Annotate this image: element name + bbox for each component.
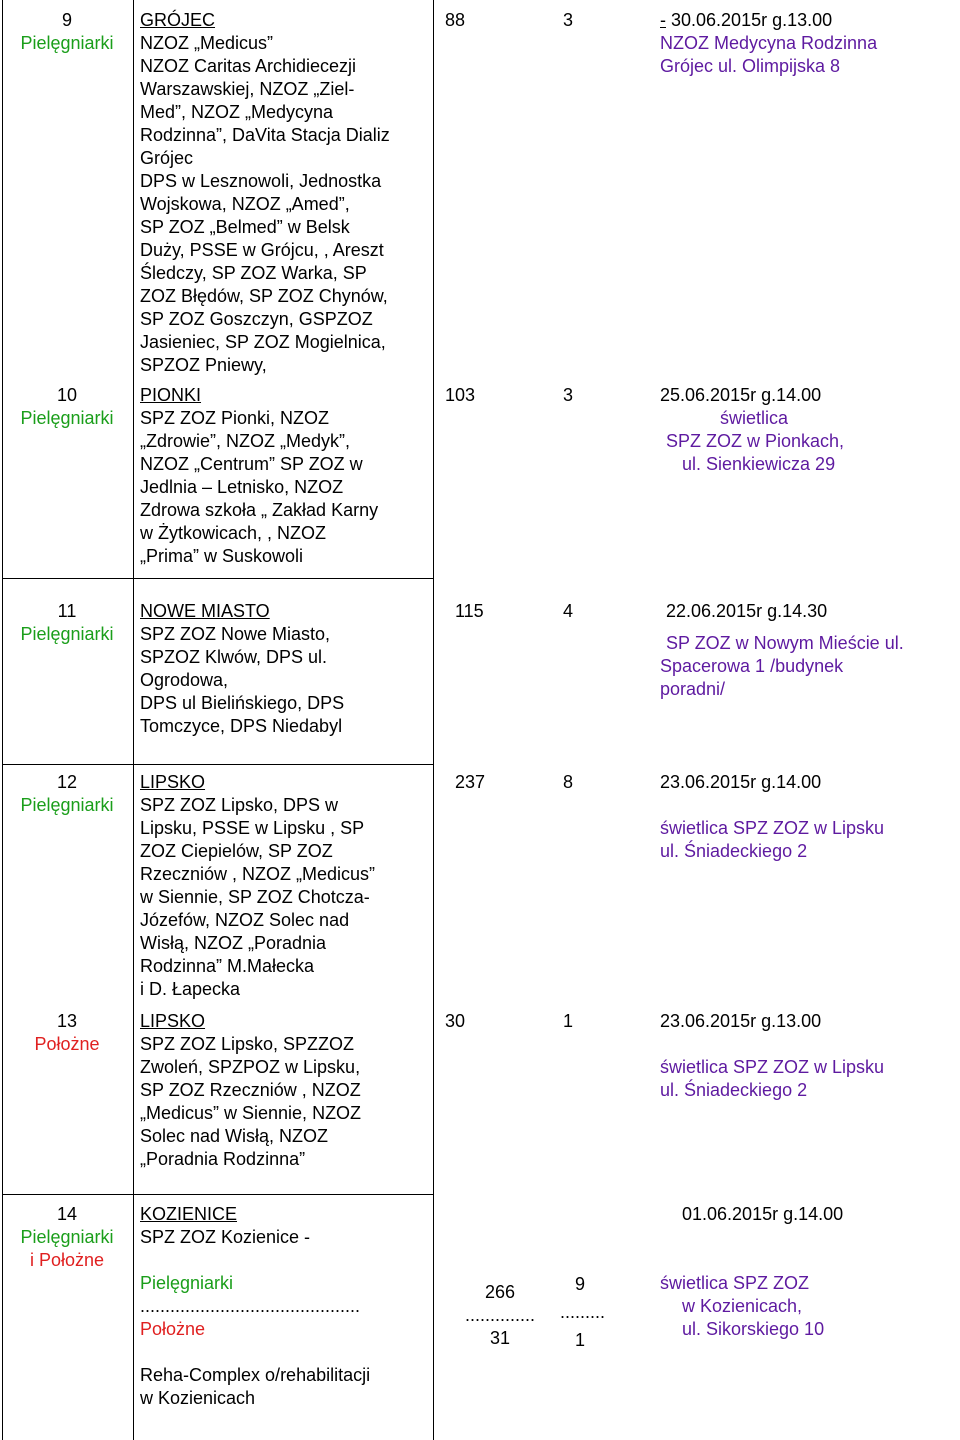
- category-label: i Położne: [29, 1250, 105, 1270]
- category-label: Pielęgniarki: [20, 408, 114, 428]
- row-separator: [2, 1194, 434, 1195]
- town-name: LIPSKO: [140, 772, 206, 792]
- table-column-divider: [133, 0, 134, 1440]
- date-venue-cell: [660, 771, 884, 863]
- row-number: 10: [56, 385, 78, 405]
- institution-line: Śledczy, SP ZOZ Warka, SP: [140, 263, 367, 283]
- date-venue-cell: [660, 9, 877, 78]
- institution-line: DPS ul Bielińskiego, DPS: [140, 693, 345, 713]
- institution-line: SPZ ZOZ Pionki, NZOZ: [140, 408, 330, 428]
- institution-line: SPZ ZOZ Lipsko, SPZZOZ: [140, 1034, 355, 1054]
- category-label: Położne: [34, 1034, 100, 1054]
- institution-line: NZOZ Caritas Archidiecezji: [140, 56, 357, 76]
- venue-line: NZOZ Medycyna Rodzinna: [660, 33, 878, 53]
- institution-line: Jasieniec, SP ZOZ Mogielnica,: [140, 332, 386, 352]
- groups-count: 9: [574, 1274, 585, 1294]
- institutions-cell: [140, 771, 375, 1001]
- institution-line: Reha-Complex o/rehabilitacji: [140, 1365, 371, 1385]
- institution-line: Jedlnia – Letnisko, NZOZ: [140, 477, 344, 497]
- venue-line: świetlica SPZ ZOZ: [660, 1273, 810, 1293]
- institutions-cell: [140, 1010, 361, 1171]
- town-name: KOZIENICE: [140, 1204, 238, 1224]
- row-separator: [2, 578, 434, 579]
- institution-line: SP ZOZ Rzeczniów , NZOZ: [140, 1080, 361, 1100]
- participants-count: 88: [445, 10, 466, 30]
- participants-count: 31: [489, 1328, 511, 1348]
- venue-line: poradni/: [660, 679, 726, 699]
- date-text: 30.06.2015r g.13.00: [666, 10, 833, 30]
- groups-count: 3: [563, 385, 574, 405]
- subgroup-label: Pielęgniarki: [140, 1273, 234, 1293]
- institution-line: SPZOZ Klwów, DPS ul.: [140, 647, 328, 667]
- row-number-cell: [3, 771, 131, 817]
- institution-line: ZOZ Ciepielów, SP ZOZ: [140, 841, 333, 861]
- groups-count: 1: [563, 1011, 574, 1031]
- institution-line: Med”, NZOZ „Medycyna: [140, 102, 334, 122]
- venue-line: Grójec ul. Olimpijska 8: [660, 56, 841, 76]
- participants-count: 237: [455, 772, 486, 792]
- institution-line: „Zdrowie”, NZOZ „Medyk”,: [140, 431, 351, 451]
- row-separator: [2, 764, 434, 765]
- venue-line: Spacerowa 1 /budynek: [660, 656, 844, 676]
- participants-count: 30: [445, 1011, 466, 1031]
- institution-line: NZOZ „Centrum” SP ZOZ w: [140, 454, 363, 474]
- town-name: GRÓJEC: [140, 10, 216, 30]
- date-time: 23.06.2015r g.13.00: [660, 1011, 822, 1031]
- table-column-divider: [433, 0, 434, 1440]
- groups-count: 8: [563, 772, 574, 792]
- institution-line: SPZ ZOZ Kozienice -: [140, 1227, 311, 1247]
- date-venue-cell: [660, 1203, 843, 1341]
- venue-line: ul. Śniadeckiego 2: [660, 1080, 808, 1100]
- institution-line: w Kozienicach: [140, 1388, 256, 1408]
- institutions-cell: [140, 1203, 370, 1410]
- row-number-cell: [3, 1010, 131, 1056]
- institution-line: NZOZ „Medicus”: [140, 33, 274, 53]
- venue-line: SPZ ZOZ w Pionkach,: [666, 431, 845, 451]
- date-venue-cell: [660, 1010, 884, 1102]
- row-number: 14: [56, 1204, 78, 1224]
- institution-line: Józefów, NZOZ Solec nad: [140, 910, 350, 930]
- institutions-cell: [140, 600, 344, 738]
- category-label: Pielęgniarki: [20, 1227, 114, 1247]
- institution-line: Tomczyce, DPS Niedabyl: [140, 716, 343, 736]
- row-number: 9: [61, 10, 72, 30]
- category-label: Pielęgniarki: [20, 624, 114, 644]
- institution-line: Ogrodowa,: [140, 670, 229, 690]
- institution-line: SPZ ZOZ Lipsko, DPS w: [140, 795, 339, 815]
- institution-line: Rodzinna” M.Małecka: [140, 956, 315, 976]
- institution-line: „Poradnia Rodzinna”: [140, 1149, 306, 1169]
- venue-line: ul. Sienkiewicza 29: [682, 454, 836, 474]
- institution-line: Lipsku, PSSE w Lipsku , SP: [140, 818, 365, 838]
- institution-line: Wojskowa, NZOZ „Amed”,: [140, 194, 350, 214]
- institution-line: Duży, PSSE w Grójcu, , Areszt: [140, 240, 384, 260]
- date-venue-cell: [660, 384, 844, 476]
- date-venue-cell: [660, 600, 904, 701]
- row-number-cell: [3, 9, 131, 55]
- institution-line: „Medicus” w Siennie, NZOZ: [140, 1103, 362, 1123]
- venue-line: świetlica SPZ ZOZ w Lipsku: [660, 1057, 885, 1077]
- venue-line: ul. Sikorskiego 10: [682, 1319, 825, 1339]
- institution-line: SPZ ZOZ Nowe Miasto,: [140, 624, 331, 644]
- category-label: Pielęgniarki: [20, 795, 114, 815]
- participants-count: 115: [455, 601, 484, 621]
- institution-line: ZOZ Błędów, SP ZOZ Chynów,: [140, 286, 388, 306]
- row-number: 12: [56, 772, 78, 792]
- institution-line: „Prima” w Suskowoli: [140, 546, 304, 566]
- groups-split: [560, 1270, 606, 1354]
- institution-line: i D. Łapecka: [140, 979, 241, 999]
- row-number-cell: [3, 600, 131, 646]
- town-name: NOWE MIASTO: [140, 601, 270, 621]
- category-label: Pielęgniarki: [20, 33, 114, 53]
- institutions-cell: [140, 384, 378, 568]
- date-time: 25.06.2015r g.14.00: [660, 385, 822, 405]
- institution-line: Zwoleń, SPZPOZ w Lipsku,: [140, 1057, 361, 1077]
- venue-line: w Kozienicach,: [682, 1296, 803, 1316]
- institution-line: Zdrowa szkoła „ Zakład Karny: [140, 500, 379, 520]
- venue-line: świetlica SPZ ZOZ w Lipsku: [660, 818, 885, 838]
- institution-line: DPS w Lesznowoli, Jednostka: [140, 171, 382, 191]
- row-number: 13: [56, 1011, 78, 1031]
- institution-line: SPZOZ Pniewy,: [140, 355, 267, 375]
- venue-line: świetlica: [720, 408, 789, 428]
- row-number: 11: [57, 601, 77, 621]
- participants-count: 266: [484, 1282, 516, 1302]
- institution-line: SP ZOZ „Belmed” w Belsk: [140, 217, 350, 237]
- institution-line: Grójec: [140, 148, 194, 168]
- groups-count: 3: [563, 10, 574, 30]
- institution-line: Warszawskiej, NZOZ „Ziel-: [140, 79, 355, 99]
- institution-line: SP ZOZ Goszczyn, GSPZOZ: [140, 309, 373, 329]
- date-time: [660, 9, 877, 32]
- institution-line: Rzeczniów , NZOZ „Medicus”: [140, 864, 376, 884]
- row-number-cell: [3, 1203, 131, 1272]
- row-number-cell: [3, 384, 131, 430]
- institution-line: w Żytkowicach, , NZOZ: [140, 523, 327, 543]
- dotted-separator: ..............: [464, 1305, 535, 1325]
- date-time: 01.06.2015r g.14.00: [682, 1204, 844, 1224]
- date-time: 22.06.2015r g.14.30: [666, 601, 828, 621]
- date-marker: -: [660, 10, 666, 30]
- institution-line: Rodzinna”, DaVita Stacja Dializ: [140, 125, 390, 145]
- participants-split: [445, 1281, 555, 1350]
- venue-line: SP ZOZ w Nowym Mieście ul.: [666, 633, 904, 653]
- institutions-cell: [140, 9, 390, 377]
- subgroup-label: Położne: [140, 1319, 206, 1339]
- institution-line: Solec nad Wisłą, NZOZ: [140, 1126, 329, 1146]
- dotted-separator: .........: [560, 1302, 606, 1322]
- date-time: 23.06.2015r g.14.00: [660, 772, 822, 792]
- town-name: PIONKI: [140, 385, 202, 405]
- venue-line: ul. Śniadeckiego 2: [660, 841, 808, 861]
- participants-count: 103: [445, 385, 476, 405]
- dotted-separator: ............................................: [140, 1296, 361, 1316]
- institution-line: w Siennie, SP ZOZ Chotcza-: [140, 887, 370, 907]
- groups-count: 1: [574, 1330, 585, 1350]
- groups-count: 4: [563, 601, 574, 621]
- town-name: LIPSKO: [140, 1011, 206, 1031]
- institution-line: Wisłą, NZOZ „Poradnia: [140, 933, 327, 953]
